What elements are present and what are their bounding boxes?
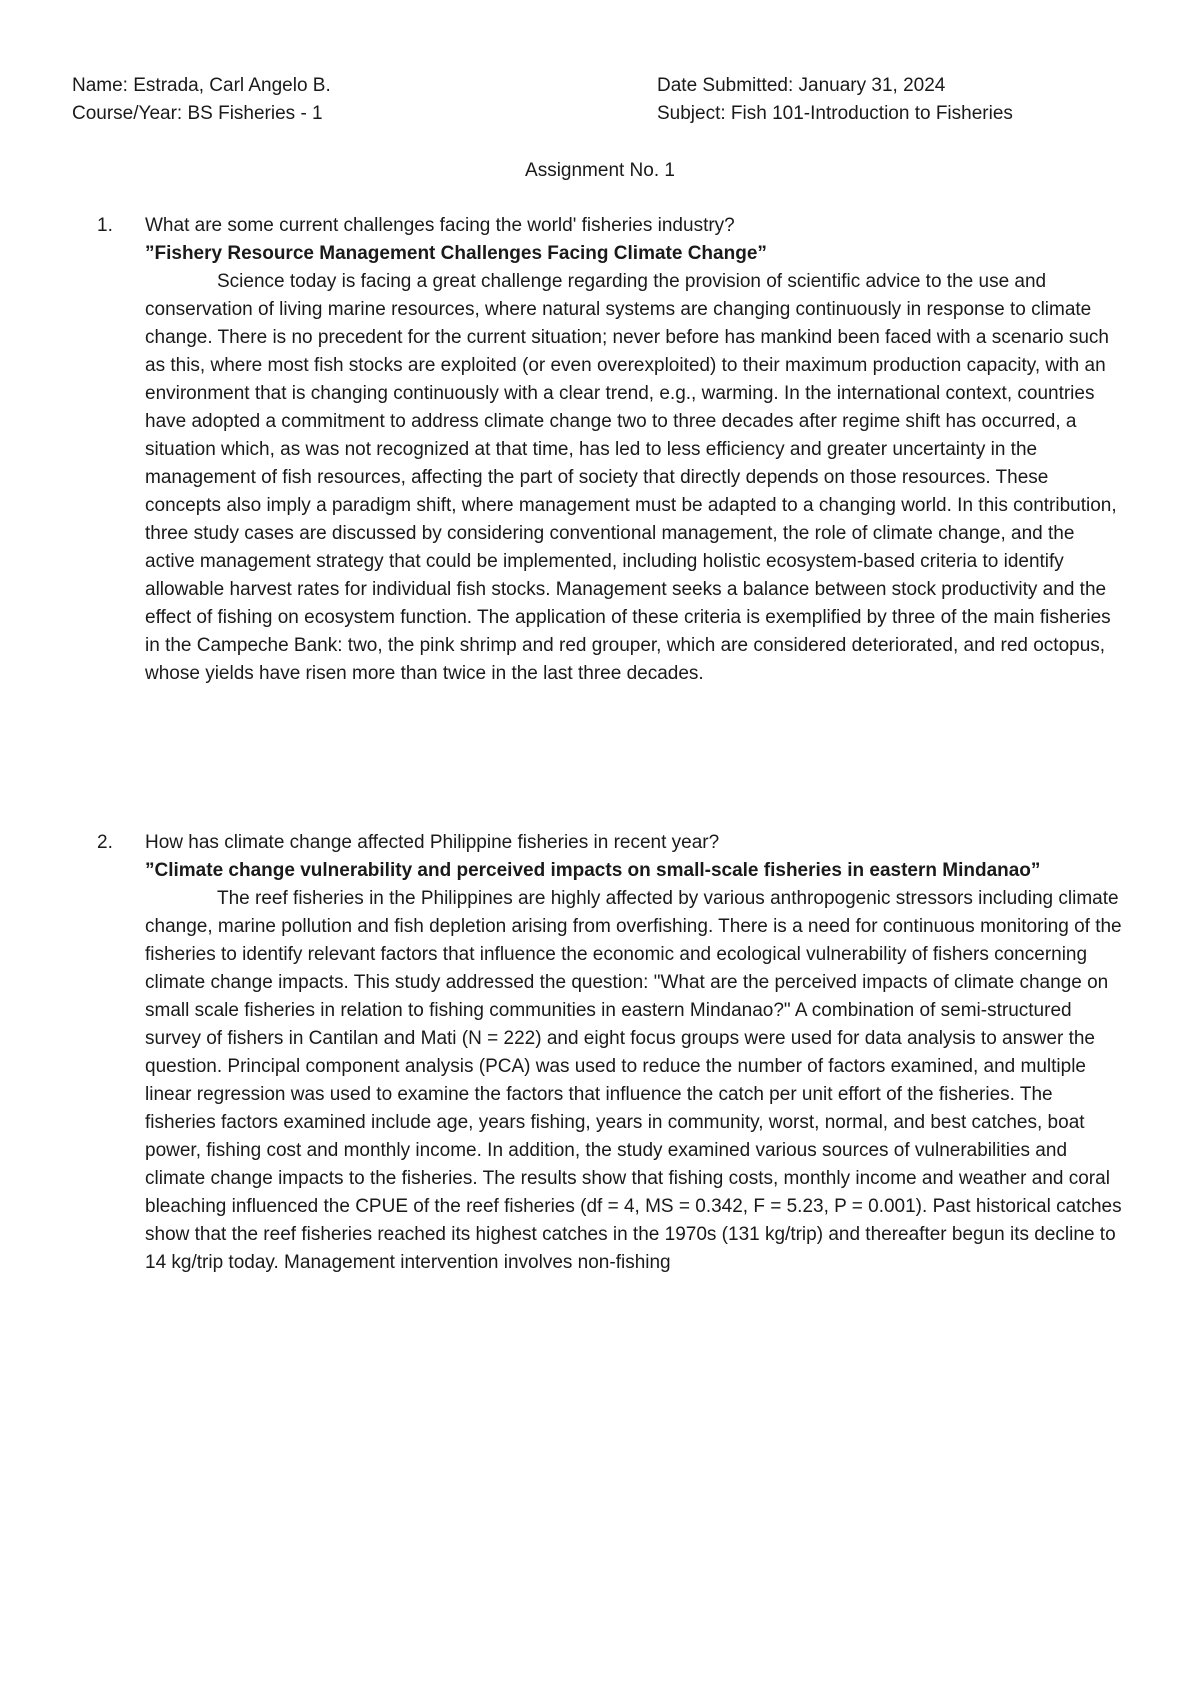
date-submitted: Date Submitted: January 31, 2024	[657, 75, 946, 96]
header-right-column	[657, 72, 1137, 128]
article-title: ”Fishery Resource Management Challenges Facing Climate Change”	[145, 243, 767, 264]
question-number: 1.	[97, 215, 113, 236]
student-name: Name: Estrada, Carl Angelo B.	[72, 75, 331, 96]
course-year: Course/Year: BS Fisheries - 1	[72, 103, 323, 124]
article-title: ”Climate change vulnerability and perceived impacts on small-scale fisheries in eastern Mindanao”	[145, 860, 1041, 881]
question-text: What are some current challenges facing the world' fisheries industry?	[145, 215, 735, 236]
question-text: How has climate change affected Philippine fisheries in recent year?	[145, 832, 720, 853]
question-body	[145, 829, 1127, 1277]
question-2	[97, 829, 1127, 1277]
question-1	[97, 212, 1127, 688]
question-number: 2.	[97, 832, 113, 853]
header-left-column	[72, 72, 632, 128]
answer-paragraph: Science today is facing a great challenge regarding the provision of scientific advice to the use and conservation of living marine resources, where natural systems are changing continuously in response to climate change. There is no precedent for the current situation; never before has mankind been faced with a scenario such as this, where most fish stocks are exploited (or even overexploited) to their maximum production capacity, with an environment that is changing continuously with a clear trend, e.g., warming. In the international context, countries have adopted a commitment to address climate change two to three decades after regime shift has occurred, a situation which, as was not recognized at that time, has led to less efficiency and greater uncertainty in the management of fish resources, affecting the part of society that directly depends on those resources. These concepts also imply a paradigm shift, where management must be adapted to a changing world. In this contribution, three study cases are discussed by considering conventional management, the role of climate change, and the active management strategy that could be implemented, including holistic ecosystem-based criteria to identify allowable harvest rates for individual fish stocks. Management seeks a balance between stock productivity and the effect of fishing on ecosystem function. The application of these criteria is exemplified by three of the main fisheries in the Campeche Bank: two, the pink shrimp and red grouper, which are considered deteriorated, and red octopus, whose yields have risen more than twice in the last three decades.	[145, 271, 1117, 684]
subject: Subject: Fish 101-Introduction to Fisheries	[657, 103, 1013, 124]
answer-paragraph: The reef fisheries in the Philippines are highly affected by various anthropogenic stressors including climate change, marine pollution and fish depletion arising from overfishing. There is a need for continuous monitoring of the fisheries to identify relevant factors that influence the economic and ecological vulnerability of fishers concerning climate change impacts. This study addressed the question: "What are the perceived impacts of climate change on small scale fisheries in relation to fishing communities in eastern Mindanao?" A combination of semi-structured survey of fishers in Cantilan and Mati (N = 222) and eight focus groups were used for data analysis to answer the question. Principal component analysis (PCA) was used to reduce the number of factors examined, and multiple linear regression was used to examine the factors that influence the catch per unit effort of the fisheries. The fisheries factors examined include age, years fishing, years in community, worst, normal, and best catches, boat power, fishing cost and monthly income. In addition, the study examined various sources of vulnerabilities and climate change impacts to the fisheries. The results show that fishing costs, monthly income and weather and coral bleaching influenced the CPUE of the reef fisheries (df = 4, MS = 0.342, F = 5.23, P = 0.001). Past historical catches show that the reef fisheries reached its highest catches in the 1970s (131 kg/trip) and thereafter begun its decline to 14 kg/trip today. Management intervention involves non-fishing	[145, 888, 1122, 1273]
question-body	[145, 212, 1127, 688]
assignment-title: Assignment No. 1	[525, 160, 675, 181]
